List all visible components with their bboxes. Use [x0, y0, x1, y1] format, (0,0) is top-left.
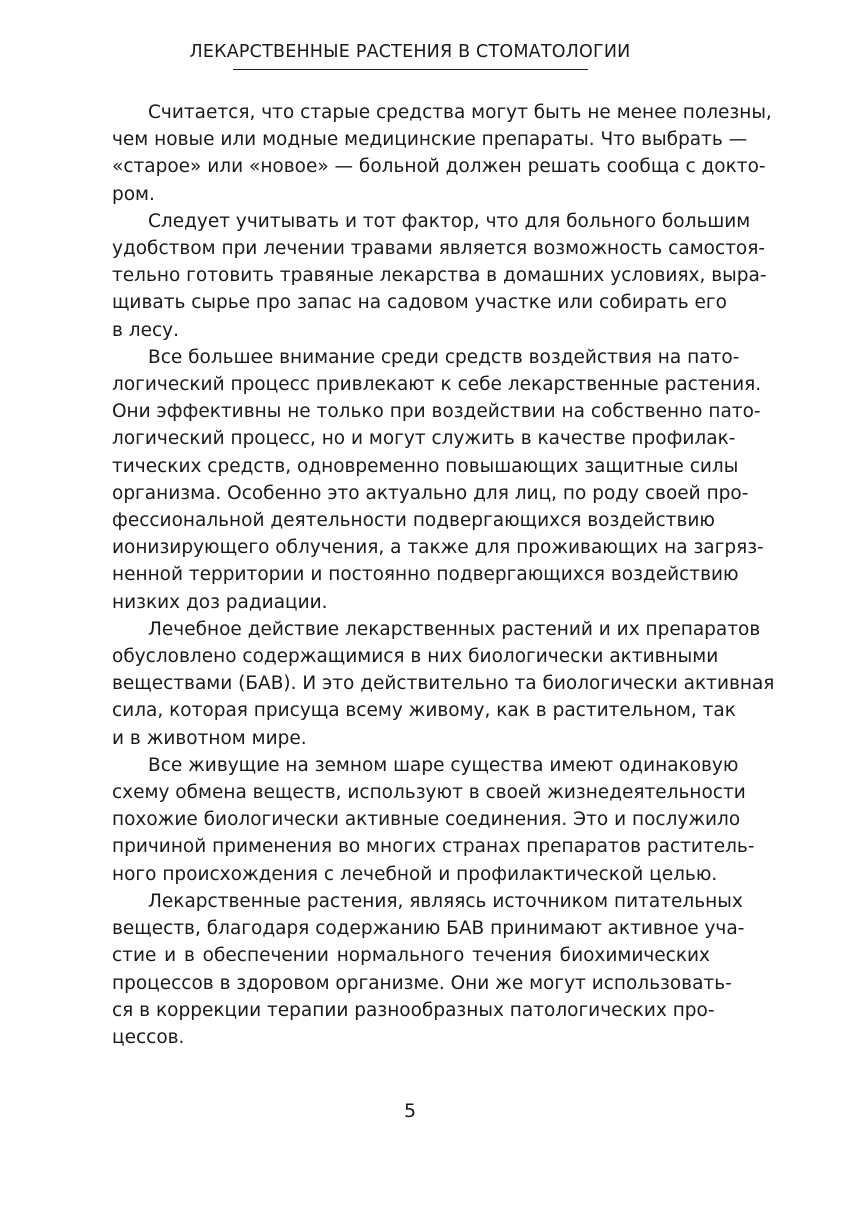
text-line: веществ, благодаря содержанию БАВ принимают активное уча- [112, 918, 745, 940]
text-line: щивать сырье про запас на садовом участке или собирать его [112, 292, 727, 314]
text-line: в лесу. [112, 319, 179, 341]
text-line: удобством при лечении травами является возможность самостоя- [112, 238, 766, 260]
text-line: логический процесс, но и могут служить в качестве профилак- [112, 428, 736, 450]
text-line: Следует учитывать и тот фактор, что для больного большим [148, 210, 751, 232]
text-line: Все живущие на земном шаре существа имеют одинаковую [148, 754, 739, 776]
text-line: ненной территории и постоянно подвергающихся воздействию [112, 564, 739, 586]
text-line: «старое» или «новое» — больной должен решать сообща с докто- [112, 156, 766, 178]
text-line: процессов в здоровом организме. Они же могут использовать- [112, 972, 732, 994]
paragraph [112, 344, 764, 616]
text-line: ного происхождения с лечебной и профилактической целью. [112, 863, 718, 885]
text-line: и в животном мире. [112, 727, 307, 749]
text-line: Все большее внимание среди средств воздействия на пато- [148, 346, 740, 368]
body-text [112, 99, 775, 1051]
text-line: фессиональной деятельности подвергающихся воздействию [112, 510, 715, 532]
text-line: цессов. [112, 1026, 185, 1048]
text-line: схему обмена веществ, используют в своей жизнедеятельности [112, 782, 746, 804]
text-line: ионизирующего облучения, а также для проживающих на загряз- [112, 537, 764, 559]
text-line: Считается, что старые средства могут быть не менее полезны, [148, 102, 772, 123]
text-line: низких доз радиации. [112, 591, 328, 613]
text-line: чем новые или модные медицинские препараты. Что выбрать — [112, 129, 748, 151]
text-line: сила, которая присуща всему живому, как в растительном, так [112, 700, 736, 722]
text-line: логический процесс привлекают к себе лекарственные растения. [112, 374, 762, 396]
paragraph [112, 888, 745, 1051]
text-line: ром. [112, 183, 155, 205]
running-title: ЛЕКАРСТВЕННЫЕ РАСТЕНИЯ В СТОМАТОЛОГИИ [189, 42, 631, 62]
text-line: тических средств, одновременно повышающих защитные силы [112, 455, 739, 477]
text-line: похожие биологически активные соединения. Это и послужило [112, 809, 741, 831]
text-line: обусловлено содержащимися в них биологически активными [112, 646, 719, 668]
text-line: стие и в обеспечении нормального течения биохимических [112, 945, 710, 967]
paragraph [112, 616, 775, 752]
text-line: Они эффективны не только при воздействии на собственно пато- [112, 401, 761, 423]
running-title-rule [233, 69, 588, 70]
text-line: тельно готовить травяные лекарства в домашних условиях, выра- [112, 265, 767, 287]
text-line: причиной применения во многих странах препаратов раститель- [112, 836, 755, 858]
page-number: 5 [403, 1100, 417, 1122]
paragraph [112, 208, 767, 344]
text-line: веществами (БАВ). И это действительно та биологически активная [112, 673, 775, 695]
text-line: ся в коррекции терапии разнообразных патологических про- [112, 999, 715, 1021]
paragraph [112, 99, 772, 208]
paragraph [112, 752, 755, 888]
text-line: Лекарственные растения, являясь источником питательных [148, 890, 743, 912]
text-line: организма. Особенно это актуально для лиц, по роду своей про- [112, 482, 749, 504]
text-line: Лечебное действие лекарственных растений и их препаратов [148, 618, 761, 640]
